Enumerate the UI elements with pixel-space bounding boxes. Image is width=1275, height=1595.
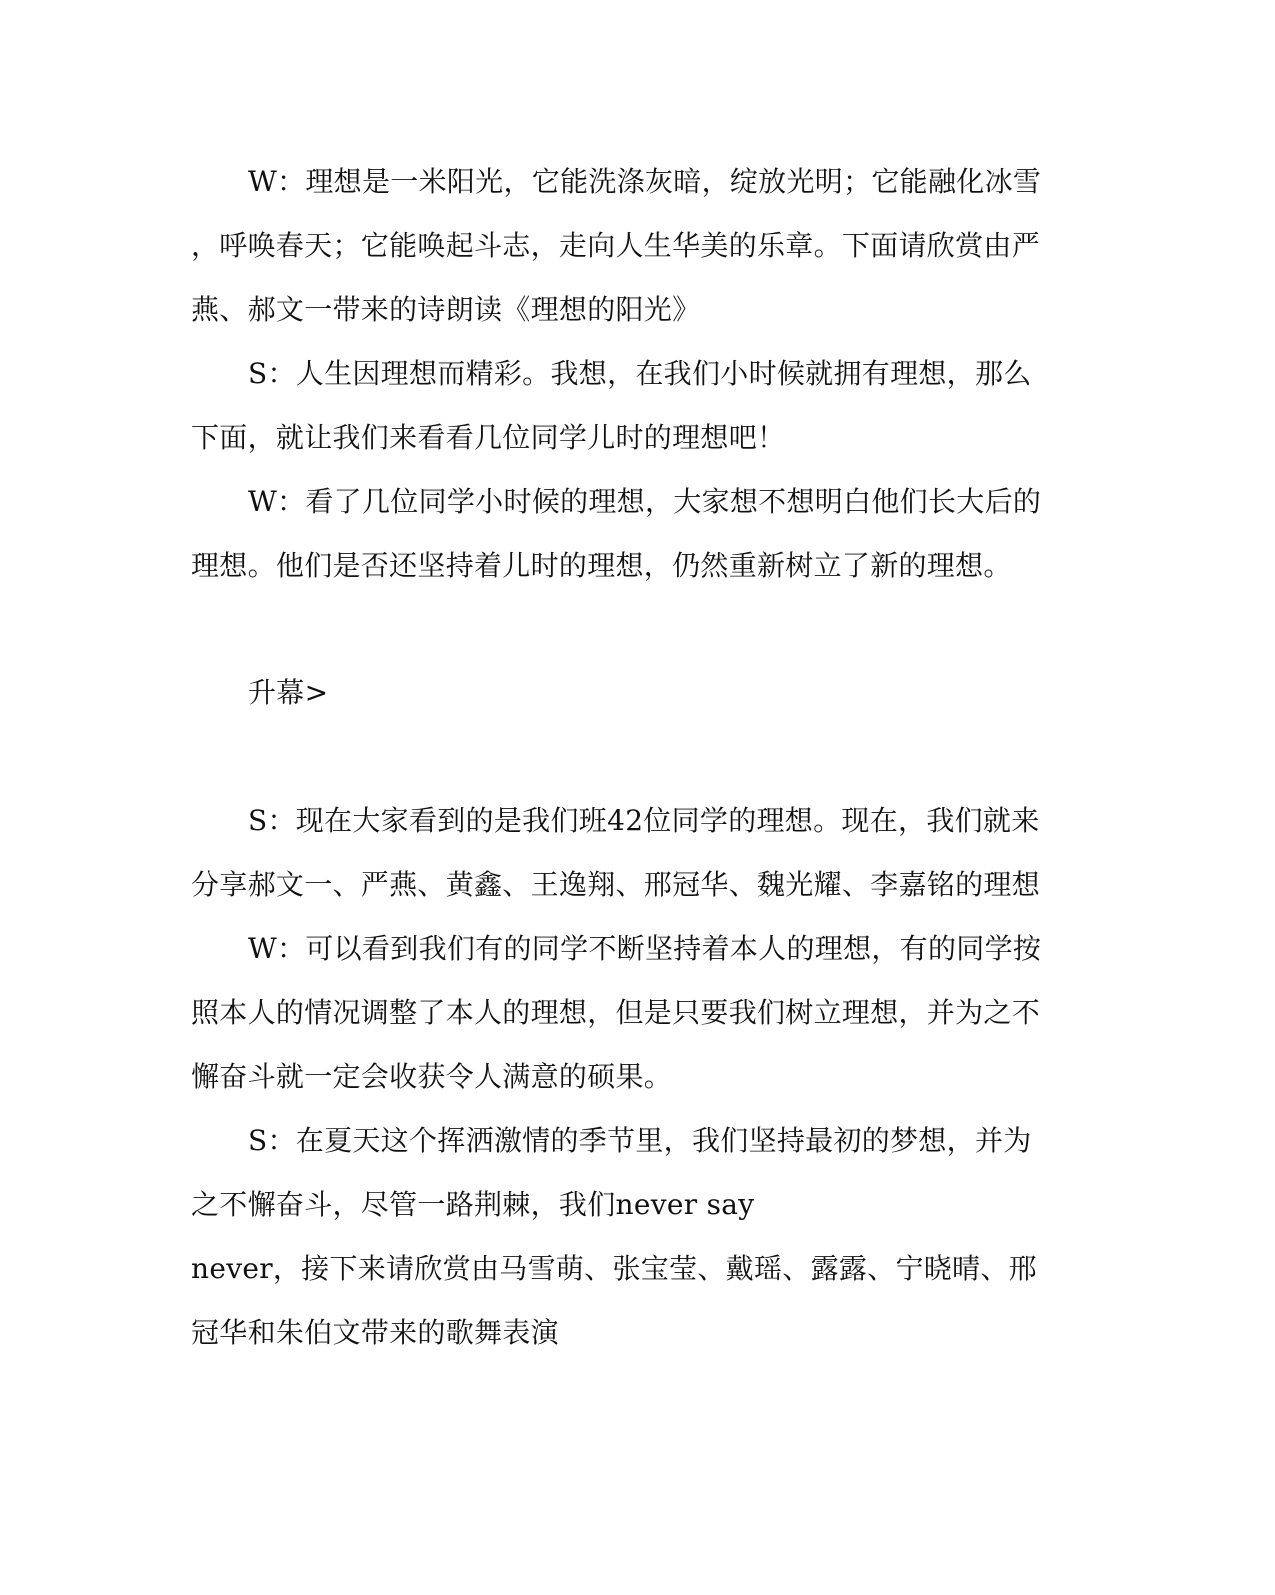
text-line-9: S：现在大家看到的是我们班42位同学的理想。现在，我们就来 [248, 804, 1040, 837]
text-line-15: 之不懈奋斗，尽管一路荆棘，我们never say [191, 1188, 755, 1221]
text-line-4: S：人生因理想而精彩。我想，在我们小时候就拥有理想，那么 [248, 357, 1032, 390]
text-line-16: never，接下来请欣赏由马雪萌、张宝莹、戴瑶、露露、宁晓晴、邢 [191, 1252, 1037, 1285]
text-line-1: W：理想是一米阳光，它能洗涤灰暗，绽放光明；它能融化冰雪 [248, 165, 1042, 198]
text-line-6: W：看了几位同学小时候的理想，大家想不想明白他们长大后的 [248, 485, 1042, 518]
text-line-3: 燕、郝文一带来的诗朗读《理想的阳光》 [191, 293, 701, 326]
text-line-10: 分享郝文一、严燕、黄鑫、王逸翔、邢冠华、魏光耀、李嘉铭的理想 [191, 868, 1041, 901]
text-line-17: 冠华和朱伯文带来的歌舞表演 [191, 1316, 559, 1349]
text-line-7: 理想。他们是否还坚持着儿时的理想，仍然重新树立了新的理想。 [191, 549, 1012, 582]
text-line-12: 照本人的情况调整了本人的理想，但是只要我们树立理想，并为之不 [191, 996, 1041, 1029]
text-line-13: 懈奋斗就一定会收获令人满意的硕果。 [191, 1060, 673, 1093]
text-line-2: ，呼唤春天；它能唤起斗志，走向人生华美的乐章。下面请欣赏由严 [191, 229, 1041, 262]
stage-direction: 升幕> [248, 676, 329, 709]
text-line-14: S：在夏天这个挥洒激情的季节里，我们坚持最初的梦想，并为 [248, 1124, 1032, 1157]
text-line-11: W：可以看到我们有的同学不断坚持着本人的理想，有的同学按 [248, 932, 1042, 965]
text-line-5: 下面，就让我们来看看几位同学儿时的理想吧！ [191, 421, 786, 454]
